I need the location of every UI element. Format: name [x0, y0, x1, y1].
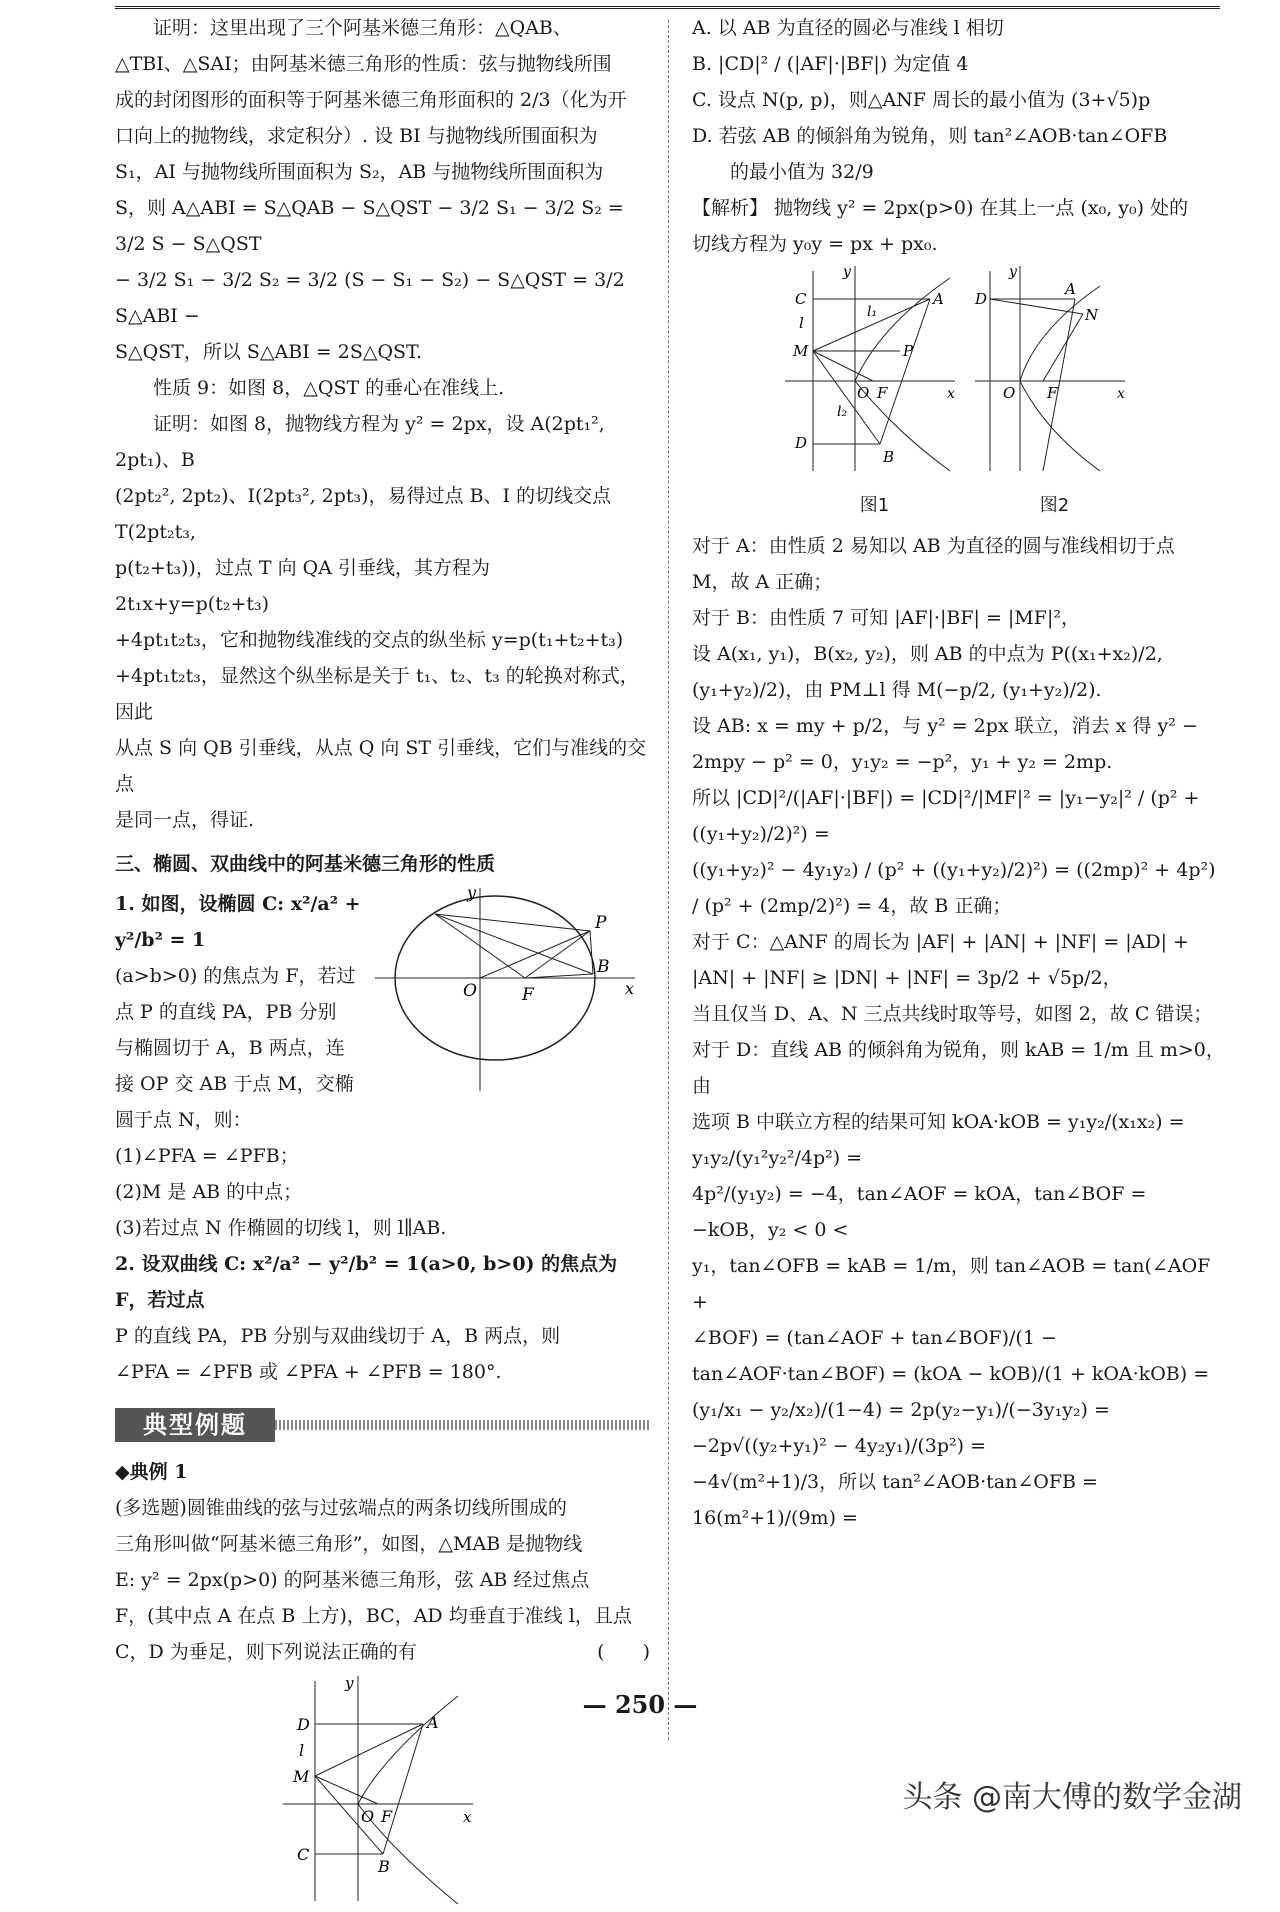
proof-line: S₁，AI 与抛物线所围面积为 S₂，AB 与抛物线所围面积为 [115, 161, 604, 183]
svg-text:P: P [595, 913, 607, 933]
proof-line: +4pt₁t₂t₃，它和抛物线准线的交点的纵坐标 y=p(t₁+t₂+t₃) [115, 629, 624, 651]
figure-1-caption: 图1 [859, 495, 890, 516]
solution-line: 当且仅当 D、A、N 三点共线时取等号，如图 2，故 C 错误； [692, 1003, 1213, 1025]
section-heading: 三、椭圆、双曲线中的阿基米德三角形的性质 [115, 853, 496, 875]
svg-text:D: D [794, 434, 807, 452]
solution-line: 对于 B：由性质 7 可知 |AF|·|BF| = |MF|²， [692, 607, 1080, 629]
solution-line: (y₁/x₁ − y₂/x₂)/(1−4) = 2p(y₂−y₁)/(−3y₁y₂) = −2p√((y₂+y₁)² − 4y₂y₁)/(3p²) = [692, 1399, 1116, 1457]
solution-line: M，故 A 正确； [692, 571, 833, 593]
svg-text:P: P [902, 342, 913, 360]
option-d-cont: 的最小值为 32/9 [730, 161, 874, 183]
question-line: (多选题)圆锥曲线的弦与过弦端点的两条切线所围成的 [115, 1497, 567, 1519]
ellipse-line: 接 OP 交 AB 于点 M，交椭 [115, 1073, 354, 1095]
proof-line: 是同一点，得证. [115, 809, 255, 831]
ellipse-line: (3)若过点 N 作椭圆的切线 l，则 l∥AB. [115, 1217, 447, 1239]
ellipse-line: 与椭圆切于 A，B 两点，连 [115, 1037, 345, 1059]
proof-line: 证明：这里出现了三个阿基米德三角形：△QAB、 [153, 17, 572, 39]
proof-line: △TBI、△SAI；由阿基米德三角形的性质：弦与抛物线所围 [115, 53, 612, 75]
hyperbola-line: P 的直线 PA，PB 分别与双曲线切于 A，B 两点，则 [115, 1325, 561, 1347]
analysis-line: 【解析】 抛物线 y² = 2px(p>0) 在其上一点 (x₀, y₀) 处的 [692, 197, 1189, 219]
solution-line: 选项 B 中联立方程的结果可知 kOA·kOB = y₁y₂/(x₁x₂) = y₁y₂/(y₁²y₂²/4p²) = [692, 1111, 1191, 1169]
option-d: D. 若弦 AB 的倾斜角为锐角，则 tan²∠AOB·tan∠OFB [692, 125, 1168, 147]
svg-text:y: y [344, 1676, 353, 1692]
proof-line: S△QST，所以 S△ABI = 2S△QST. [115, 341, 422, 363]
svg-text:O: O [360, 1807, 374, 1826]
proof-line: +4pt₁t₂t₃，显然这个纵坐标是关于 t₁、t₂、t₃ 的轮换对称式，因此 [115, 665, 639, 723]
svg-text:l: l [798, 314, 804, 332]
proof-line: (2pt₂², 2pt₂)、I(2pt₃², 2pt₃)，易得过点 B、I 的切线交点 T(2pt₂t₃, [115, 485, 618, 543]
svg-text:F: F [522, 985, 534, 1005]
analysis-line: 切线方程为 y₀y = px + px₀. [692, 233, 938, 255]
proof-line: 口向上的抛物线，求定积分）. 设 BI 与抛物线所围面积为 [115, 125, 598, 147]
svg-text:F: F [380, 1807, 392, 1826]
svg-text:x: x [1116, 386, 1125, 402]
proof-line: 从点 S 向 QB 引垂线，从点 Q 向 ST 引垂线，它们与准线的交点 [115, 737, 647, 795]
analysis-figures [692, 266, 1227, 524]
figure-2-caption: 图2 [1039, 495, 1070, 516]
left-column [115, 10, 650, 1912]
option-a: A. 以 AB 为直径的圆必与准线 l 相切 [692, 17, 1004, 39]
ellipse-figure [375, 886, 645, 1102]
ellipse-property [115, 886, 650, 1138]
svg-text:l₂: l₂ [836, 404, 847, 420]
proof-line: 证明：如图 8，抛物线方程为 y² = 2px，设 A(2pt₁², 2pt₁)、B [115, 413, 611, 471]
svg-text:y: y [1008, 266, 1017, 280]
question-line: C，D 为垂足，则下列说法正确的有 ( ) [115, 1634, 650, 1670]
svg-text:x: x [625, 979, 635, 998]
svg-text:l: l [298, 1741, 304, 1760]
right-column [692, 10, 1227, 1536]
svg-text:O: O [856, 384, 869, 402]
ellipse-line: 点 P 的直线 PA，PB 分别 [115, 1001, 337, 1023]
svg-text:y: y [842, 266, 851, 280]
svg-text:N: N [1084, 306, 1098, 324]
svg-text:C: C [794, 290, 806, 308]
svg-text:x: x [462, 1808, 471, 1826]
proof-line: − 3/2 S₁ − 3/2 S₂ = 3/2 (S − S₁ − S₂) − S△QST = 3/2 S△ABI − [115, 269, 631, 327]
ellipse-line: (a>b>0) 的焦点为 F，若过 [115, 965, 356, 987]
solution-line: ((y₁+y₂)² − 4y₁y₂) / (p² + ((y₁+y₂)/2)²) = ((2mp)² + 4p²) / (p² + (2mp/2)²) = 4，故 B 正确； [692, 859, 1222, 917]
figure-2 [975, 266, 1135, 476]
question-line: E: y² = 2px(p>0) 的阿基米德三角形，弦 AB 经过焦点 [115, 1569, 590, 1591]
solution-line: −4√(m²+1)/3，所以 tan²∠AOB·tan∠OFB = 16(m²+1)/(9m) = [692, 1471, 1104, 1529]
svg-text:x: x [946, 386, 955, 402]
proof-line: p(t₂+t₃))，过点 T 向 QA 引垂线，其方程为 2t₁x+y=p(t₂+t₃) [115, 557, 497, 615]
column-divider [668, 20, 669, 1740]
ellipse-line: (2)M 是 AB 的中点； [115, 1181, 303, 1203]
figure-1 [785, 266, 965, 476]
solution-line: ∠BOF) = (tan∠AOF + tan∠BOF)/(1 − tan∠AOF·tan∠BOF) = (kOA − kOB)/(1 + kOA·kOB) = [692, 1327, 1210, 1385]
svg-text:B: B [597, 957, 610, 977]
svg-text:B: B [882, 448, 894, 466]
proof-line: S，则 A△ABI = S△QAB − S△QST − 3/2 S₁ − 3/2 S₂ = 3/2 S − S△QST [115, 197, 630, 255]
svg-text:O: O [1002, 384, 1015, 402]
page-number: — 250 — [582, 1690, 698, 1719]
svg-text:O: O [463, 981, 477, 1001]
solution-line: 对于 D：直线 AB 的倾斜角为锐角，则 kAB = 1/m 且 m>0，由 [692, 1039, 1225, 1097]
banner-title: 典型例题 [115, 1408, 275, 1442]
hyperbola-line: 2. 设双曲线 C: x²/a² − y²/b² = 1(a>0, b>0) 的焦点为 F，若过点 [115, 1253, 624, 1311]
solution-line: y₁，tan∠OFB = kAB = 1/m，则 tan∠AOB = tan(∠AOF + [692, 1255, 1217, 1313]
ellipse-line: 1. 如图，设椭圆 C: x²/a² + y²/b² = 1 [115, 893, 368, 951]
solution-line: 设 AB: x = my + p/2，与 y² = 2px 联立，消去 x 得 y² − [692, 715, 1198, 737]
svg-text:A: A [932, 290, 944, 308]
solution-line: (y₁+y₂)/2)，由 PM⊥l 得 M(−p/2, (y₁+y₂)/2). [692, 679, 1102, 701]
svg-text:D: D [974, 290, 987, 308]
svg-text:F: F [876, 384, 887, 402]
proof-line: 成的封闭图形的面积等于阿基米德三角形面积的 2/3（化为开 [115, 89, 627, 111]
svg-text:M: M [292, 1767, 309, 1786]
svg-text:A: A [1064, 280, 1076, 298]
solution-line: 2mpy − p² = 0，y₁y₂ = −p²，y₁ + y₂ = 2mp. [692, 751, 1113, 773]
ellipse-line: 圆于点 N，则： [115, 1109, 252, 1131]
watermark: 头条 @南大傅的数学金湖 [902, 1780, 1242, 1815]
svg-text:y: y [467, 886, 477, 902]
svg-text:M: M [792, 342, 808, 360]
hyperbola-line: ∠PFA = ∠PFB 或 ∠PFA + ∠PFB = 180°. [115, 1361, 502, 1383]
svg-text:l₁: l₁ [866, 304, 877, 320]
property-9: 性质 9：如图 8，△QST 的垂心在准线上. [153, 377, 505, 399]
solution-line: 4p²/(y₁y₂) = −4，tan∠AOF = kOA，tan∠BOF = −kOB，y₂ < 0 < [692, 1183, 1153, 1241]
answer-paren: ( ) [597, 1641, 650, 1663]
svg-text:D: D [296, 1715, 310, 1734]
example-title: ◆典例 1 [115, 1461, 188, 1483]
option-b: B. |CD|² / (|AF|·|BF|) 为定值 4 [692, 53, 969, 75]
svg-text:B: B [377, 1857, 390, 1876]
solution-line: 对于 A：由性质 2 易知以 AB 为直径的圆与准线相切于点 [692, 535, 1175, 557]
solution-line: 对于 C：△ANF 的周长为 |AF| + |AN| + |NF| = |AD| + [692, 931, 1189, 953]
solution-line: 所以 |CD|²/(|AF|·|BF|) = |CD|²/|MF|² = |y₁−y₂|² / (p² + ((y₁+y₂)/2)²) = [692, 787, 1206, 845]
svg-text:A: A [426, 1713, 439, 1732]
ellipse-line: (1)∠PFA = ∠PFB； [115, 1145, 299, 1167]
question-line: F，(其中点 A 在点 B 上方)，BC，AD 均垂直于准线 l，且点 [115, 1605, 632, 1627]
question-line: 三角形叫做“阿基米德三角形”，如图，△MAB 是抛物线 [115, 1533, 583, 1555]
svg-text:F: F [1046, 384, 1057, 402]
solution-line: |AN| + |NF| ≥ |DN| + |NF| = 3p/2 + √5p/2， [692, 967, 1122, 989]
option-c: C. 设点 N(p, p)，则△ANF 周长的最小值为 (3+√5)p [692, 89, 1151, 111]
solution-line: 设 A(x₁, y₁)，B(x₂, y₂)，则 AB 的中点为 P((x₁+x₂)/2, [692, 643, 1163, 665]
typical-examples-banner [115, 1404, 650, 1446]
svg-text:C: C [296, 1845, 309, 1864]
